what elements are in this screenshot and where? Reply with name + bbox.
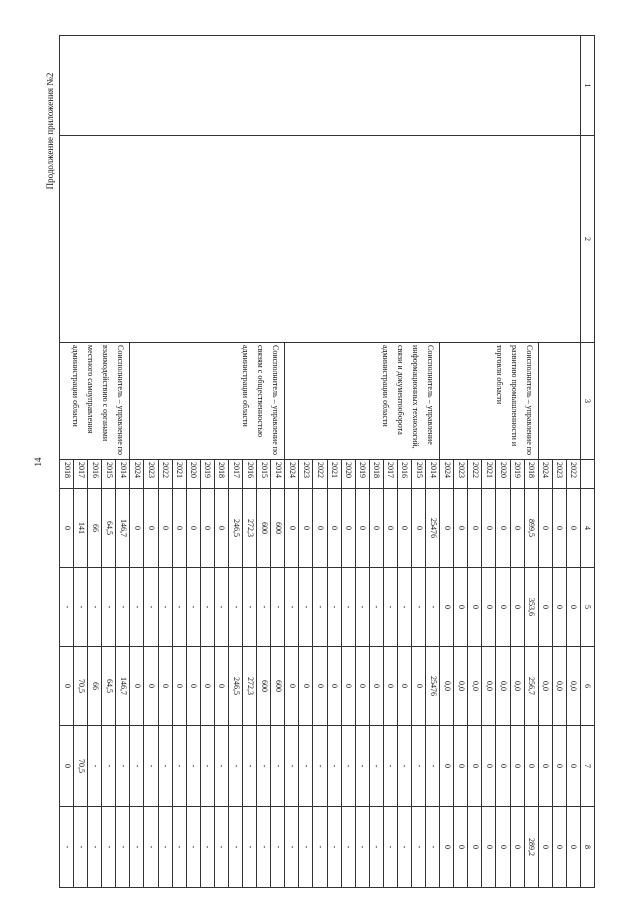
funding-table xyxy=(59,35,595,888)
value-cell-col8: - xyxy=(60,807,74,888)
value-cell-col8: 0 xyxy=(468,807,482,888)
column-header: 7 xyxy=(580,726,594,807)
value-cell-col8: - xyxy=(257,807,271,888)
value-cell-col5: - xyxy=(186,568,200,647)
value-cell-col5: - xyxy=(88,568,102,647)
value-cell-col5: 0 xyxy=(552,568,566,647)
year-cell: 2014 xyxy=(271,460,285,489)
value-cell-col7: 0 xyxy=(60,726,74,807)
value-cell-col6: 0 xyxy=(144,647,158,726)
value-cell-col8: - xyxy=(158,807,172,888)
value-cell-col4: 0 xyxy=(510,489,524,568)
value-cell-col6: 0,0 xyxy=(552,647,566,726)
column-header: 5 xyxy=(580,568,594,647)
value-cell-col5: 0 xyxy=(496,568,510,647)
year-cell: 2021 xyxy=(327,460,341,489)
value-cell-col6: 0 xyxy=(285,647,299,726)
value-cell-col5: 0 xyxy=(566,568,580,647)
value-cell-col5: - xyxy=(355,568,369,647)
co-executor-cell: Соисполнитель – управление по взаимодействию с органами местного самоуправления администрации области xyxy=(60,343,130,460)
value-cell-col4: 0 xyxy=(186,489,200,568)
value-cell-col7: - xyxy=(383,726,397,807)
value-cell-col6: 0 xyxy=(130,647,144,726)
value-cell-col7: 70,5 xyxy=(74,726,88,807)
value-cell-col5: - xyxy=(285,568,299,647)
value-cell-col4: 0 xyxy=(327,489,341,568)
value-cell-col8: - xyxy=(369,807,383,888)
value-cell-col7: - xyxy=(88,726,102,807)
year-cell: 2014 xyxy=(426,460,440,489)
merged-cell-2 xyxy=(60,136,581,343)
value-cell-col4: 0 xyxy=(60,489,74,568)
value-cell-col5: 0 xyxy=(440,568,454,647)
value-cell-col7: - xyxy=(257,726,271,807)
value-cell-col8: - xyxy=(228,807,242,888)
value-cell-col8: - xyxy=(116,807,130,888)
value-cell-col7: 0 xyxy=(510,726,524,807)
year-cell: 2018 xyxy=(60,460,74,489)
value-cell-col7: 0 xyxy=(524,726,538,807)
value-cell-col7: - xyxy=(130,726,144,807)
value-cell-col4: 0 xyxy=(552,489,566,568)
value-cell-col6: 0 xyxy=(369,647,383,726)
year-cell: 2022 xyxy=(468,460,482,489)
value-cell-col5: - xyxy=(60,568,74,647)
value-cell-col4: 0 xyxy=(411,489,425,568)
value-cell-col5: - xyxy=(243,568,257,647)
value-cell-col8: - xyxy=(313,807,327,888)
value-cell-col8: 0 xyxy=(510,807,524,888)
value-cell-col6: 0 xyxy=(172,647,186,726)
value-cell-col6: 0,0 xyxy=(566,647,580,726)
value-cell-col7: - xyxy=(243,726,257,807)
co-executor-cell: Соисполнитель – управление по развитию промышленности и торговли области xyxy=(440,343,539,460)
value-cell-col8: 0 xyxy=(482,807,496,888)
value-cell-col4: 66 xyxy=(88,489,102,568)
year-cell: 2021 xyxy=(172,460,186,489)
year-cell: 2020 xyxy=(186,460,200,489)
value-cell-col6: 0 xyxy=(313,647,327,726)
value-cell-col6: 0 xyxy=(355,647,369,726)
value-cell-col4: 0 xyxy=(397,489,411,568)
co-executor-cell: Соисполнитель – управление по связям с общественностью администрации области xyxy=(130,343,285,460)
value-cell-col5: 0 xyxy=(454,568,468,647)
value-cell-col7: - xyxy=(369,726,383,807)
value-cell-col8: - xyxy=(243,807,257,888)
value-cell-col6: 0 xyxy=(200,647,214,726)
value-cell-col7: - xyxy=(158,726,172,807)
value-cell-col5: 0 xyxy=(468,568,482,647)
value-cell-col5: - xyxy=(313,568,327,647)
value-cell-col8: - xyxy=(327,807,341,888)
value-cell-col6: 146,7 xyxy=(116,647,130,726)
value-cell-col8: - xyxy=(299,807,313,888)
value-cell-col7: 0 xyxy=(454,726,468,807)
value-cell-col7: - xyxy=(102,726,116,807)
value-cell-col6: 0 xyxy=(60,647,74,726)
value-cell-col6: 0,0 xyxy=(468,647,482,726)
year-cell: 2024 xyxy=(285,460,299,489)
value-cell-col8: - xyxy=(271,807,285,888)
value-cell-col7: 0 xyxy=(496,726,510,807)
year-cell: 2023 xyxy=(552,460,566,489)
year-cell: 2016 xyxy=(243,460,257,489)
year-cell: 2017 xyxy=(383,460,397,489)
table-body xyxy=(60,36,595,888)
value-cell-col7: - xyxy=(327,726,341,807)
value-cell-col5: - xyxy=(228,568,242,647)
value-cell-col5: 353,6 xyxy=(524,568,538,647)
value-cell-col4: 0 xyxy=(369,489,383,568)
value-cell-col6: 0 xyxy=(158,647,172,726)
value-cell-col4: 141 xyxy=(74,489,88,568)
value-cell-col4: 0 xyxy=(158,489,172,568)
column-header: 1 xyxy=(580,36,594,136)
value-cell-col5: - xyxy=(369,568,383,647)
value-cell-col4: 0 xyxy=(172,489,186,568)
value-cell-col4: 25476 xyxy=(426,489,440,568)
value-cell-col6: 64,5 xyxy=(102,647,116,726)
year-cell: 2018 xyxy=(369,460,383,489)
value-cell-col6: 0,0 xyxy=(510,647,524,726)
value-cell-col5: - xyxy=(74,568,88,647)
value-cell-col4: 0 xyxy=(482,489,496,568)
value-cell-col5: - xyxy=(426,568,440,647)
value-cell-col8: - xyxy=(144,807,158,888)
value-cell-col4: 600 xyxy=(271,489,285,568)
value-cell-col8: 0 xyxy=(454,807,468,888)
column-header: 8 xyxy=(580,807,594,888)
value-cell-col5: - xyxy=(341,568,355,647)
year-cell: 2020 xyxy=(341,460,355,489)
value-cell-col5: - xyxy=(116,568,130,647)
year-cell: 2023 xyxy=(454,460,468,489)
merged-cell-1 xyxy=(60,36,581,136)
value-cell-col4: 0 xyxy=(566,489,580,568)
value-cell-col8: - xyxy=(130,807,144,888)
value-cell-col6: 0 xyxy=(341,647,355,726)
value-cell-col7: - xyxy=(341,726,355,807)
value-cell-col7: - xyxy=(172,726,186,807)
value-cell-col7: 0 xyxy=(440,726,454,807)
value-cell-col5: - xyxy=(144,568,158,647)
value-cell-col7: 0 xyxy=(552,726,566,807)
value-cell-col6: 0 xyxy=(327,647,341,726)
year-cell: 2015 xyxy=(257,460,271,489)
value-cell-col8: - xyxy=(355,807,369,888)
value-cell-col6: 0 xyxy=(299,647,313,726)
year-cell: 2015 xyxy=(411,460,425,489)
year-cell: 2022 xyxy=(566,460,580,489)
value-cell-col6: 256,7 xyxy=(524,647,538,726)
value-cell-col6: 70,5 xyxy=(74,647,88,726)
value-cell-col8: - xyxy=(341,807,355,888)
value-cell-col6: 25476 xyxy=(426,647,440,726)
value-cell-col8: - xyxy=(285,807,299,888)
value-cell-col6: 0 xyxy=(383,647,397,726)
value-cell-col6: 0 xyxy=(214,647,228,726)
value-cell-col6: 0 xyxy=(397,647,411,726)
value-cell-col8: - xyxy=(88,807,102,888)
value-cell-col5: - xyxy=(214,568,228,647)
value-cell-col7: - xyxy=(271,726,285,807)
year-cell: 2024 xyxy=(130,460,144,489)
value-cell-col8: - xyxy=(411,807,425,888)
table-row xyxy=(566,36,580,888)
year-cell: 2024 xyxy=(440,460,454,489)
value-cell-col4: 0 xyxy=(200,489,214,568)
year-cell: 2022 xyxy=(158,460,172,489)
year-cell: 2018 xyxy=(524,460,538,489)
value-cell-col8: - xyxy=(397,807,411,888)
year-cell: 2023 xyxy=(299,460,313,489)
value-cell-col8: 0 xyxy=(538,807,552,888)
value-cell-col7: 0 xyxy=(482,726,496,807)
value-cell-col4: 0 xyxy=(440,489,454,568)
co-executor-cell xyxy=(538,343,580,460)
value-cell-col7: - xyxy=(426,726,440,807)
value-cell-col5: - xyxy=(397,568,411,647)
value-cell-col8: 0 xyxy=(496,807,510,888)
value-cell-col6: 0,0 xyxy=(538,647,552,726)
year-cell: 2023 xyxy=(144,460,158,489)
value-cell-col8: 0 xyxy=(566,807,580,888)
value-cell-col6: 0,0 xyxy=(496,647,510,726)
value-cell-col5: - xyxy=(200,568,214,647)
co-executor-cell: Соисполнитель – управление информационных технологий, связи и документооборота администрации области xyxy=(285,343,440,460)
value-cell-col4: 0 xyxy=(454,489,468,568)
value-cell-col5: 0 xyxy=(510,568,524,647)
value-cell-col5: - xyxy=(411,568,425,647)
value-cell-col6: 0,0 xyxy=(454,647,468,726)
year-cell: 2019 xyxy=(200,460,214,489)
value-cell-col8: 289,2 xyxy=(524,807,538,888)
column-header: 6 xyxy=(580,647,594,726)
value-cell-col7: - xyxy=(214,726,228,807)
column-header: 2 xyxy=(580,136,594,343)
year-cell: 2017 xyxy=(228,460,242,489)
value-cell-col8: 0 xyxy=(440,807,454,888)
value-cell-col8: - xyxy=(214,807,228,888)
value-cell-col5: - xyxy=(130,568,144,647)
value-cell-col4: 0 xyxy=(214,489,228,568)
year-cell: 2016 xyxy=(397,460,411,489)
value-cell-col6: 0,0 xyxy=(482,647,496,726)
value-cell-col7: 0 xyxy=(468,726,482,807)
value-cell-col4: 246,5 xyxy=(228,489,242,568)
value-cell-col7: - xyxy=(411,726,425,807)
year-cell: 2022 xyxy=(313,460,327,489)
value-cell-col6: 0,0 xyxy=(440,647,454,726)
year-cell: 2019 xyxy=(355,460,369,489)
value-cell-col5: - xyxy=(102,568,116,647)
value-cell-col4: 0 xyxy=(468,489,482,568)
value-cell-col8: - xyxy=(74,807,88,888)
year-cell: 2017 xyxy=(74,460,88,489)
value-cell-col8: - xyxy=(172,807,186,888)
value-cell-col4: 0 xyxy=(355,489,369,568)
value-cell-col5: - xyxy=(172,568,186,647)
value-cell-col4: 0 xyxy=(496,489,510,568)
year-cell: 2016 xyxy=(88,460,102,489)
value-cell-col5: 0 xyxy=(482,568,496,647)
value-cell-col4: 0 xyxy=(313,489,327,568)
value-cell-col5: - xyxy=(299,568,313,647)
year-cell: 2020 xyxy=(496,460,510,489)
year-cell: 2015 xyxy=(102,460,116,489)
value-cell-col7: - xyxy=(397,726,411,807)
year-cell: 2018 xyxy=(214,460,228,489)
year-cell: 2024 xyxy=(538,460,552,489)
value-cell-col5: - xyxy=(271,568,285,647)
value-cell-col4: 899,5 xyxy=(524,489,538,568)
rotated-table-container xyxy=(60,35,595,887)
value-cell-col6: 66 xyxy=(88,647,102,726)
value-cell-col4: 0 xyxy=(130,489,144,568)
value-cell-col4: 0 xyxy=(341,489,355,568)
value-cell-col8: - xyxy=(383,807,397,888)
value-cell-col7: - xyxy=(200,726,214,807)
value-cell-col8: 0 xyxy=(552,807,566,888)
value-cell-col4: 146,7 xyxy=(116,489,130,568)
value-cell-col7: - xyxy=(186,726,200,807)
value-cell-col5: - xyxy=(383,568,397,647)
value-cell-col7: - xyxy=(355,726,369,807)
value-cell-col4: 0 xyxy=(299,489,313,568)
value-cell-col7: - xyxy=(116,726,130,807)
value-cell-col8: - xyxy=(426,807,440,888)
value-cell-col7: - xyxy=(299,726,313,807)
value-cell-col7: - xyxy=(228,726,242,807)
value-cell-col8: - xyxy=(200,807,214,888)
value-cell-col7: 0 xyxy=(538,726,552,807)
column-header: 4 xyxy=(580,489,594,568)
value-cell-col5: - xyxy=(327,568,341,647)
appendix-caption: Продолжение приложения №2 xyxy=(45,72,55,190)
value-cell-col6: 600 xyxy=(271,647,285,726)
value-cell-col7: - xyxy=(144,726,158,807)
value-cell-col6: 246,5 xyxy=(228,647,242,726)
value-cell-col4: 272,3 xyxy=(243,489,257,568)
value-cell-col6: 272,3 xyxy=(243,647,257,726)
value-cell-col4: 0 xyxy=(538,489,552,568)
value-cell-col4: 64,5 xyxy=(102,489,116,568)
value-cell-col6: 0 xyxy=(186,647,200,726)
value-cell-col4: 0 xyxy=(144,489,158,568)
value-cell-col4: 0 xyxy=(383,489,397,568)
value-cell-col8: - xyxy=(186,807,200,888)
value-cell-col4: 0 xyxy=(285,489,299,568)
column-header xyxy=(580,460,594,489)
value-cell-col6: 600 xyxy=(257,647,271,726)
header-row xyxy=(580,36,594,888)
value-cell-col4: 600 xyxy=(257,489,271,568)
value-cell-col7: 0 xyxy=(566,726,580,807)
value-cell-col5: - xyxy=(257,568,271,647)
value-cell-col7: - xyxy=(313,726,327,807)
year-cell: 2021 xyxy=(482,460,496,489)
value-cell-col5: 0 xyxy=(538,568,552,647)
value-cell-col5: - xyxy=(158,568,172,647)
year-cell: 2019 xyxy=(510,460,524,489)
value-cell-col6: 0 xyxy=(411,647,425,726)
year-cell: 2014 xyxy=(116,460,130,489)
page-number: 14 xyxy=(33,457,43,467)
value-cell-col8: - xyxy=(102,807,116,888)
column-header: 3 xyxy=(580,343,594,460)
value-cell-col7: - xyxy=(285,726,299,807)
